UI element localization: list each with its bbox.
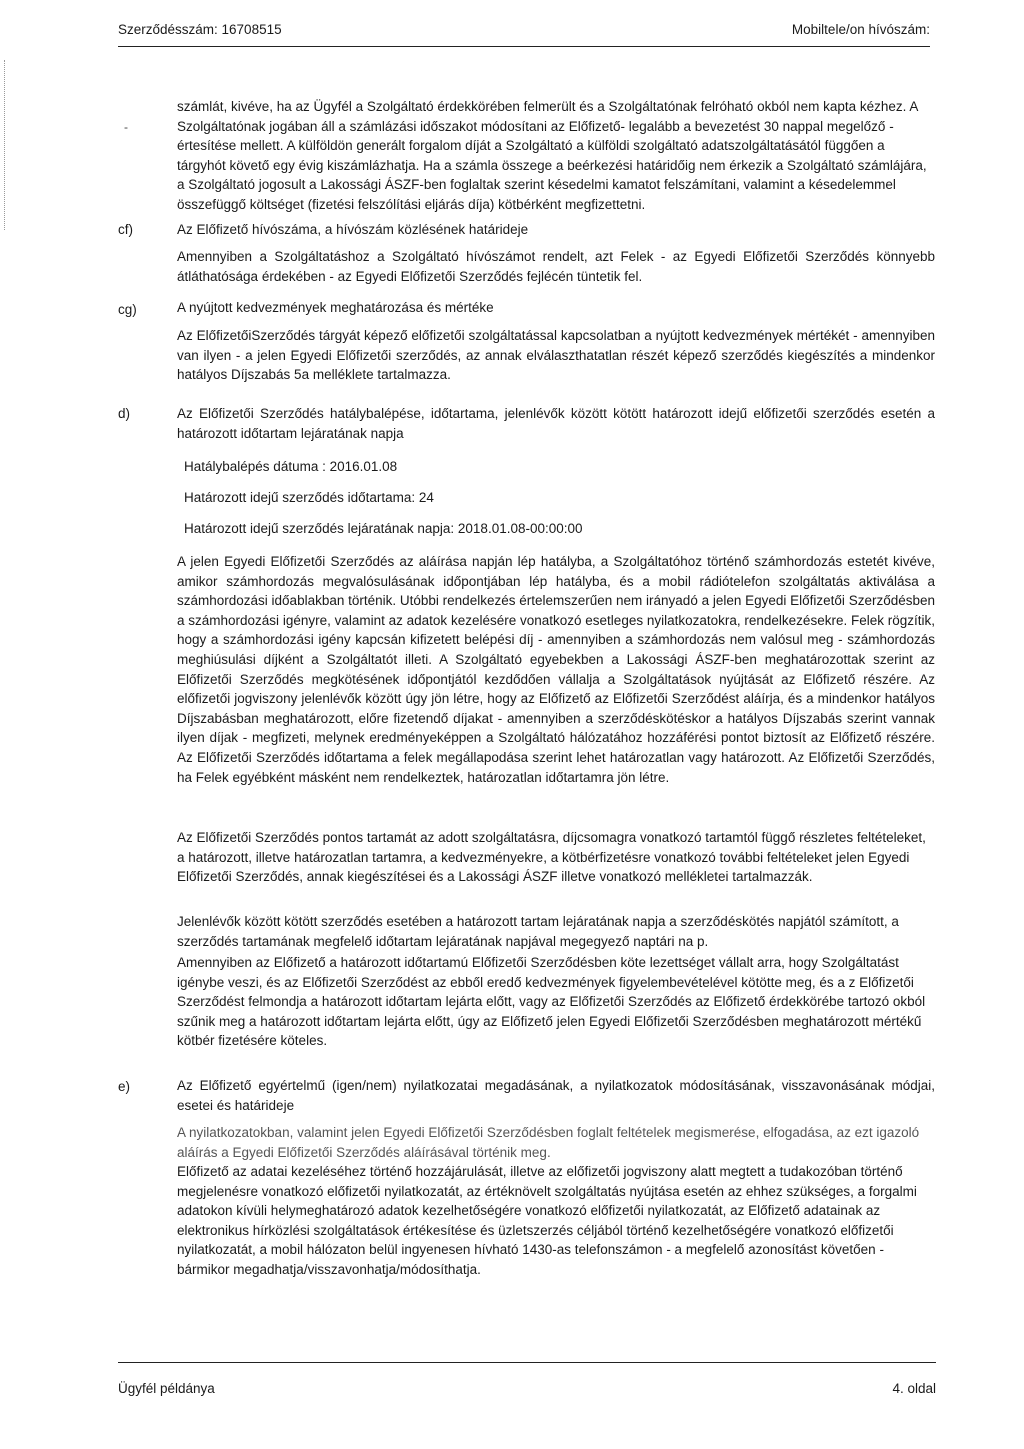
header-divider <box>118 46 930 47</box>
section-d-paragraph-1: A jelen Egyedi Előfizetői Szerződés az aláírása napján lép hatályba, a Szolgáltatóhoz történő számhordozás estetét kivéve, amikor számhordozás megvalósulásának időpontjában lép hatályba, és a mobil rádiótelefon szolgáltatás aktiválása a számhordozási időablakban történik. Utóbbi rendelkezés értelemszerűen nem irányadó a jelen Egyedi Előfizetői Szerződésben a számhordozási igényre, valamint az adatok kezelésére vonatkozó esetleges nyilatkozatokra, rendelkezésekre. Felek rögzítik, hogy a számhordozási igény kapcsán kifizetett belépési díj - amennyiben a számhordozás nem valósul meg - számhordozás meghiúsulási díjként a Szolgáltatót illeti. A Szolgáltató egyebekben a Lakossági ÁSZF-ben meghatározottak szerint az Előfizetői Szerződés megkötésének időpontjától kezdődően vállalja a Szolgáltatások nyújtását az Előfizető részére. Az előfizetői jogviszony jelenlévők között úgy jön létre, hogy az Előfizető az Előfizetői Szerződést aláírja, és a mindenkor hatályos Díjszabásban meghatározott, előre fizetendő díjakat - amennyiben a szerződéskötéskor a hatályos Díjszabás szerint vannak ilyen díjak - megfizeti, melynek eredményeképpen a Szolgáltató hálózatához hozzáférési pontot biztosít az Előfizető részére. Az Előfizetői Szerződés időtartama a felek megállapodása szerint lehet határozatlan vagy határozott. Az Előfizetői Szerződés, ha Felek egyébként másként nem rendelkeztek, határozatlan időtartamra jön létre. <box>177 554 935 785</box>
section-d-paragraph-4: Amennyiben az Előfizető a határozott időtartamú Előfizetői Szerződésben köte lezettséget vállalt arra, hogy Szolgáltatást igénybe veszi, és az Előfizetői Szerződést az ebből eredő kedvezmények figyelembevételével kötötte meg, és a z Előfizetői Szerződést felmondja a határozott időtartam lejárta előtt, vagy az Előfizetői Szerződés az Előfizető érdekkörébe tartozó okból szűnik meg a határozott időtartam lejárta előtt, úgy az Előfizető jelen Egyedi Előfizetői Szerződésben meghatározott mértékű kötbér fizetésére köteles. <box>177 955 926 1049</box>
contract-term: Határozott idejű szerződés időtartama: 24 <box>184 490 434 505</box>
page-header <box>118 22 930 46</box>
section-cf-body: Amennyiben a Szolgáltatáshoz a Szolgáltató hívószámot rendelt, azt Felek - az Egyedi Előfizetői Szerződés könnyebb átláthatósága érdekében - az Egyedi Előfizetői Szerződés fejlécén tüntetik fel. <box>177 249 935 284</box>
contract-number: Szerződésszám: 16708515 <box>118 22 282 37</box>
effective-date: Hatálybalépés dátuma : 2016.01.08 <box>184 459 398 474</box>
section-cg-body: Az ElőfizetőiSzerződés tárgyát képező előfizetői szolgáltatással kapcsolatban a nyújtott kedvezmények mértékét - amennyiben van ilyen - a jelen Egyedi Előfizetői szerződés, az annak elválaszthatatlan részét képező szerződés kiegészítés a mindenkor hatályos Díjszabás 5a melléklete tartalmazza. <box>177 328 935 383</box>
section-d-paragraph-3: Jelenlévők között kötött szerződés esetében a határozott tartam lejáratának napja a szerződéskötés napjától számított, a szerződés tartamának megfelelő időtartam lejáratának napjával megegyező naptári na p. <box>177 914 899 949</box>
section-e-label: e) <box>118 1079 131 1094</box>
contract-expiry: Határozott idejű szerződés lejáratának napja: 2018.01.08-00:00:00 <box>184 521 583 536</box>
section-e-paragraph-1: A nyilatkozatokban, valamint jelen Egyedi Előfizetői Szerződésben foglalt feltételek megismerése, elfogadása, az ezt igazoló aláírás a Egyedi Előfizetői Szerződés aláírásával történik meg. <box>177 1125 920 1160</box>
intro-paragraph: számlát, kivéve, ha az Ügyfél a Szolgáltató érdekkörében felmerült és a Szolgáltatónak felróható okból nem kapta kézhez. A Szolgáltatónak jogában áll a számlázási időszakot módosítani az Előfizető- legalább a bevezetést 30 nappal megelőző - értesítése mellett. A külföldön generált forgalom díját a Szolgáltató a külföldi szolgáltató adatszolgáltatásától függően a tárgyhót követő egy évig kiszámlázhatja. Ha a számla összege a beérkezési határidőig nem érkezik a Szolgáltató számlájára, a Szolgáltató jogosult a Lakossági ÁSZF-ben foglaltak szerint késedelmi kamatot felszámítani, valamint a késedelemmel összefüggő költséget (fizetési felszólítási eljárás díja) kötbérként megfizettetni. <box>177 99 927 212</box>
section-cf-label: cf) <box>118 222 133 237</box>
section-cg-label: cg) <box>118 302 137 317</box>
section-e-paragraph-2: Előfizető az adatai kezeléséhez történő hozzájárulását, illetve az előfizetői jogviszony alatt megtett a tudakozóban történő megjelenésre vonatkozó előfizetői nyilatkozatát, az értéknövelt szolgáltatás nyújtása esetén az ehhez szükséges, a forgalmi adatokon kívüli helymeghatározó adatok kezelhetőségére vonatkozó előfizetői nyilatkozatát, az Előfizető adatainak az elektronikus hírközlési szolgáltatások értékesítése és üzletszerzés céljából történő kezelhetőségére vonatkozó előfizetői nyilatkozatát, a mobil hálózaton belül ingyenesen hívható 1430-as telefonszámon - a megfelelő azonosítást követően - bármikor megadhatja/visszavonhatja/módosíthatja. <box>177 1164 917 1277</box>
page-number: 4. oldal <box>892 1381 936 1396</box>
scan-margin-line <box>4 60 6 230</box>
margin-dash: - <box>124 120 128 134</box>
section-cf-heading: Az Előfizető hívószáma, a hívószám közlésének határideje <box>177 222 529 237</box>
footer-divider <box>118 1362 936 1363</box>
section-e-heading: Az Előfizető egyértelmű (igen/nem) nyilatkozatai megadásának, a nyilatkozatok módosításának, visszavonásának módjai, esetei és határideje <box>177 1078 935 1113</box>
section-cg-heading: A nyújtott kedvezmények meghatározása és mértéke <box>177 300 494 315</box>
section-d-paragraph-2: Az Előfizetői Szerződés pontos tartamát az adott szolgáltatásra, díjcsomagra vonatkozó tartamtól függő részletes feltételeket, a határozott, illetve határozatlan tartamra, a kedvezményekre, a kötbérfizetésre vonatkozó további feltételeket jelen Egyedi Előfizetői Szerződés, annak kiegészítései és a Lakossági ÁSZF illetve vonatkozó mellékletei tartalmazzák. <box>177 830 926 885</box>
copy-label: Ügyfél példánya <box>118 1381 215 1396</box>
phone-number-label: Mobiltele/on hívószám: <box>791 22 930 37</box>
section-d-heading: Az Előfizetői Szerződés hatálybalépése, időtartama, jelenlévők között kötött határozott idejű előfizetői szerződés esetén a határozott időtartam lejáratának napja <box>177 406 935 441</box>
section-d-label: d) <box>118 406 131 421</box>
